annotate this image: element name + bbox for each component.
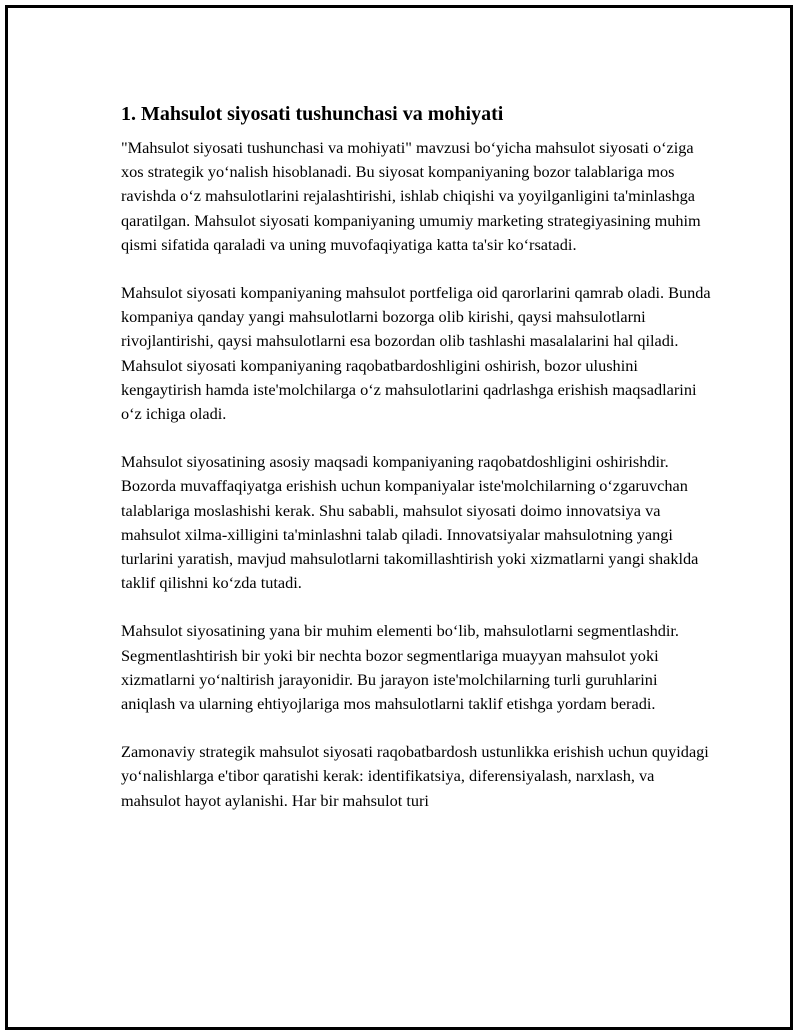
paragraph-1: "Mahsulot siyosati tushunchasi va mohiyati" mavzusi bo‘yicha mahsulot siyosati o‘ziga xos strategik yo‘nalish hisoblanadi. Bu siyosat kompaniyaning bozor talablariga mos ravishda o‘z mahsulotlarini rejalashtirishi, ishlab chiqishi va yoyilganligini ta'minlashga qaratilgan. Mahsulot siyosati kompaniyaning umumiy marketing strategiyasining muhim qismi sifatida qaraladi va uning muvofaqiyatiga katta ta'sir ko‘rsatadi.: [121, 138, 701, 254]
paragraph-5: Zamonaviy strategik mahsulot siyosati raqobatbardosh ustunlikka erishish uchun quyidagi yo‘nalishlarga e'tibor qaratishi kerak: identifikatsiya, diferensiyalash, narxlash, va mahsulot hayot aylanishi. Har bir mahsulot turi: [121, 742, 709, 810]
paragraph-3: Mahsulot siyosatining asosiy maqsadi kompaniyaning raqobatdoshligini oshirishdir. Bozorda muvaffaqiyatga erishish uchun kompaniyalar iste'molchilarning o‘zgaruvchan talablariga moslashishi kerak. Shu sababli, mahsulot siyosati doimo innovatsiya va mahsulot xilma-xilligini ta'minlashni talab qiladi. Innovatsiyalar mahsulotning yangi turlarini yaratish, mavjud mahsulotlarni takomillashtirish yoki xizmatlarni yangi shaklda taklif qilishni ko‘zda tutadi.: [121, 452, 699, 593]
document-body: [121, 99, 711, 813]
paragraph-4: Mahsulot siyosatining yana bir muhim elementi bo‘lib, mahsulotlarni segmentlashdir. Segmentlashtirish bir yoki bir nechta bozor segmentlariga muayyan mahsulot yoki xizmatlarni yo‘naltirish jarayonidir. Bu jarayon iste'molchilarning turli guruhlarini aniqlash va ularning ehtiyojlariga mos mahsulotlarni taklif etishga yordam beradi.: [121, 621, 680, 714]
paragraph-2: Mahsulot siyosati kompaniyaning mahsulot portfeliga oid qarorlarini qamrab oladi. Bunda kompaniya qanday yangi mahsulotlarni bozorga olib kirishi, qaysi mahsulotlarni rivojlantirishi, qaysi mahsulotlarni esa bozordan olib tashlashi masalalarini hal qiladi. Mahsulot siyosati kompaniyaning raqobatbardoshligini oshirish, bozor ulushini kengaytirish hamda iste'molchilarga o‘z mahsulotlarini qadrlashga erishish maqsadlarini o‘z ichiga oladi.: [121, 283, 711, 424]
document-page: [5, 5, 793, 1030]
section-heading: 1. Mahsulot siyosati tushunchasi va mohiyati: [121, 103, 504, 125]
